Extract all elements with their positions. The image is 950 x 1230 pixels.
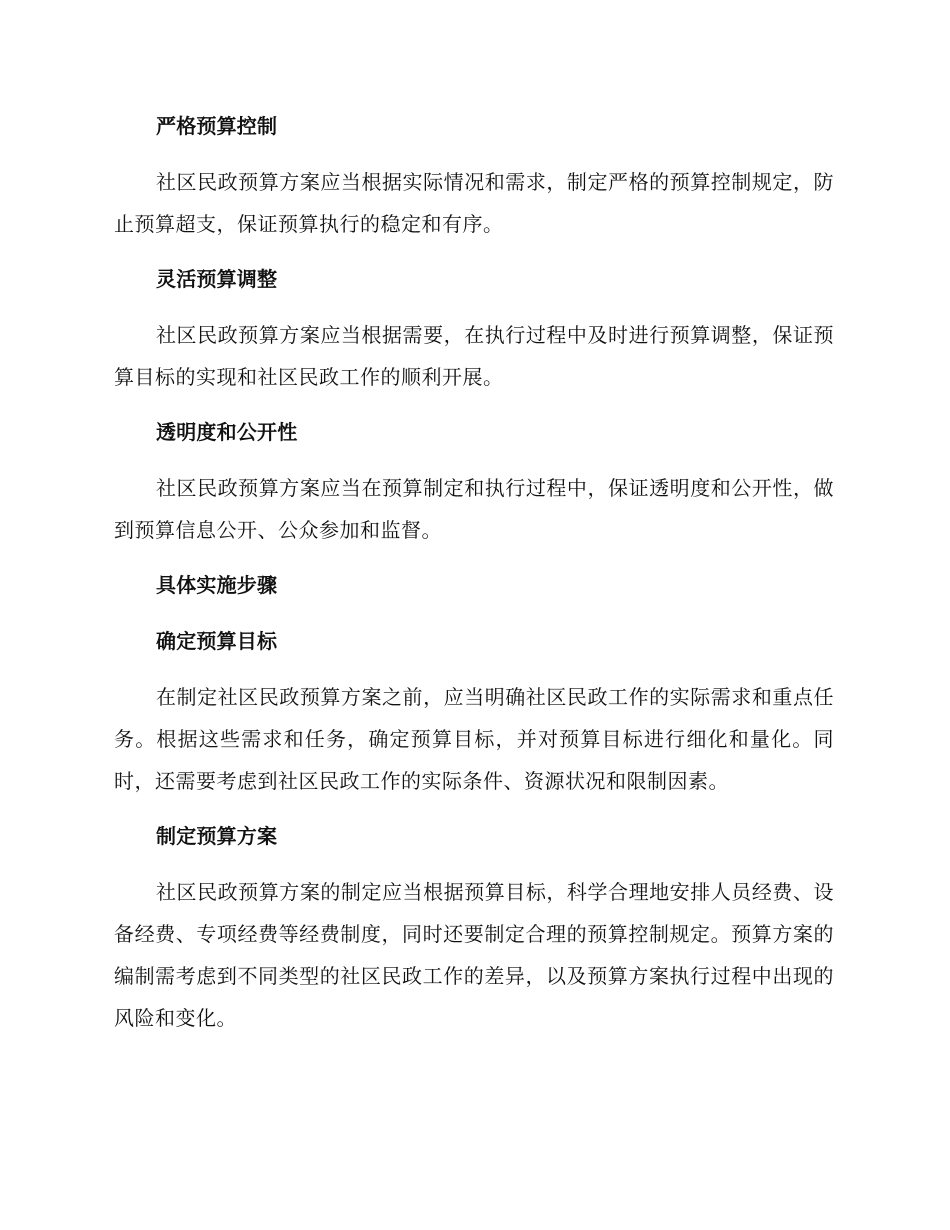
section-heading-formulate-budget-plan: 制定预算方案 [156,824,278,848]
section-paragraph-determine-budget-goal: 在制定社区民政预算方案之前，应当明确社区民政工作的实际需求和重点任务。根据这些需求和任务，确定预算目标，并对预算目标进行细化和量化。同时，还需要考虑到社区民政工作的实际条件、资源状况和限制因素。 [114,685,834,793]
section-paragraph-strict-budget-control: 社区民政预算方案应当根据实际情况和需求，制定严格的预算控制规定，防止预算超支，保证预算执行的稳定和有序。 [114,170,834,236]
section-heading-implementation-steps: 具体实施步骤 [156,573,278,597]
section-heading-determine-budget-goal: 确定预算目标 [156,629,278,653]
section-heading-flexible-budget-adjustment: 灵活预算调整 [156,267,278,291]
section-paragraph-transparency: 社区民政预算方案应当在预算制定和执行过程中，保证透明度和公开性，做到预算信息公开、公众参加和监督。 [114,476,834,542]
section-paragraph-formulate-budget-plan: 社区民政预算方案的制定应当根据预算目标，科学合理地安排人员经费、设备经费、专项经费等经费制度，同时还要制定合理的预算控制规定。预算方案的编制需考虑到不同类型的社区民政工作的差异，以及预算方案执行过程中出现的风险和变化。 [114,880,834,1030]
section-heading-strict-budget-control: 严格预算控制 [156,114,278,138]
document-body [114,105,834,1039]
section-paragraph-flexible-budget-adjustment: 社区民政预算方案应当根据需要，在执行过程中及时进行预算调整，保证预算目标的实现和社区民政工作的顺利开展。 [114,323,834,389]
section-heading-transparency: 透明度和公开性 [156,420,298,444]
